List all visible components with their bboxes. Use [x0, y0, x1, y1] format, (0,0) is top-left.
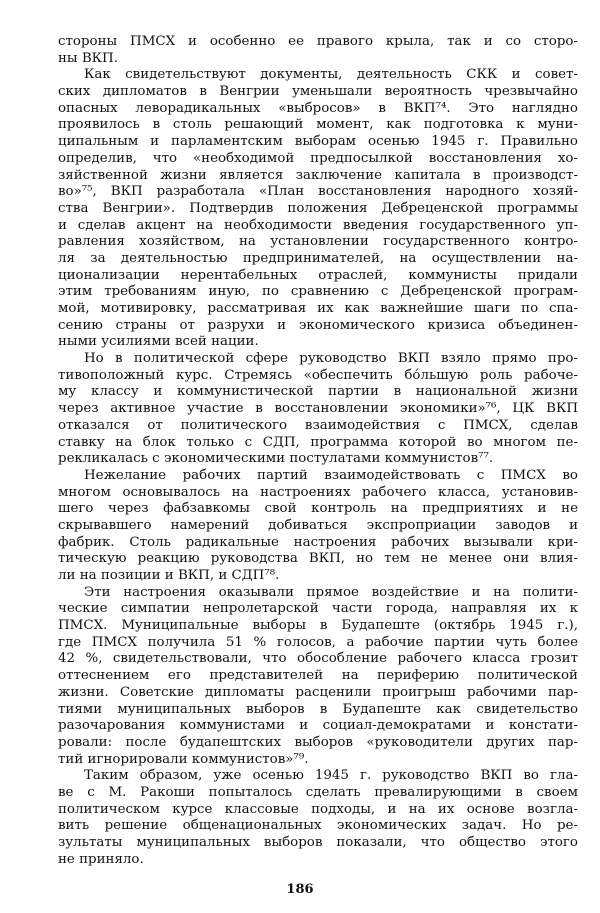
- text-line: шего через фабзавкомы свой контроль на предприятиях и не: [58, 501, 578, 517]
- text-line: стороны ПМСХ и особенно ее правого крыла, так и со сторо-: [58, 34, 578, 49]
- text-line: ставку на блок только с СДП, программа которой во многом пе-: [58, 434, 578, 450]
- text-line: ли на позиции и ВКП, и СДП⁷⁸.: [58, 568, 280, 583]
- text-line: через активное участие в восстановлении экономики»⁷⁶, ЦК ВКП: [58, 401, 578, 417]
- text-line: Как свидетельствуют документы, деятельность СКК и совет-: [84, 67, 578, 83]
- text-line: Таким образом, уже осенью 1945 г. руководство ВКП во гла-: [84, 768, 578, 784]
- text-line: оттеснением его представителей на периферию политической: [58, 668, 578, 684]
- text-line: равления хозяйством, на установлении государственного контро-: [58, 234, 578, 250]
- text-line: тическую реакцию руководства ВКП, но тем не менее они влия-: [58, 551, 578, 567]
- text-line: ских дипломатов в Венгрии уменьшали вероятность чрезвычайно: [58, 84, 578, 100]
- text-line: Нежелание рабочих партий взаимодействовать с ПМСХ во: [84, 467, 578, 483]
- text-line: Эти настроения оказывали прямое воздействие и на полити-: [84, 584, 578, 600]
- text-line: зультаты муниципальных выборов показали, что общество этого: [58, 835, 578, 850]
- page-number: 186: [286, 882, 314, 897]
- text-line: отказался от политического взаимодействия с ПМСХ, сделав: [58, 417, 578, 433]
- text-line: проявилось в столь решающий момент, как подготовка к муни-: [58, 117, 578, 133]
- text-line: тивоположный курс. Стремясь «обеспечить бо́льшую роль рабоче-: [58, 367, 578, 383]
- text-line: тий игнорировали коммунистов»⁷⁹.: [58, 751, 309, 767]
- page-body-text: [58, 34, 578, 868]
- text-line: зяйственной жизни является заключение капитала в производст-: [58, 167, 578, 183]
- text-line: ными усилиями всей нации.: [58, 334, 259, 350]
- text-line: разочарования коммунистами и социал-демократами и констати-: [58, 718, 578, 734]
- text-line: сению страны от разрухи и экономического кризиса объединен-: [58, 317, 578, 333]
- text-line: жизни. Советские дипломаты расценили проигрыш рабочими пар-: [58, 684, 578, 700]
- text-line: вить решение общенациональных экономических задач. Но ре-: [58, 818, 578, 834]
- text-line: 42 %, свидетельствовали, что обособление рабочего класса грозит: [58, 651, 578, 667]
- text-line: ПМСХ. Муниципальные выборы в Будапеште (октябрь 1945 г.),: [58, 618, 578, 634]
- text-line: где ПМСХ получила 51 % голосов, а рабочие партии чуть более: [58, 634, 578, 650]
- text-line: ровали: после будапештских выборов «руководители других пар-: [58, 734, 578, 750]
- text-line: во»⁷⁵, ВКП разработала «План восстановления народного хозяй-: [58, 184, 578, 200]
- text-line: опасных леворадикальных «выбросов» в ВКП⁷⁴. Это наглядно: [58, 100, 578, 116]
- text-line: этим требованиям иную, по сравнению с Дебреценской програм-: [58, 284, 578, 300]
- text-line: мой, мотивировку, рассматривая их как важнейшие шаги по спа-: [58, 301, 578, 316]
- text-line: определив, что «необходимой предпосылкой восстановления хо-: [58, 150, 578, 166]
- text-line: ципальным и парламентским выборам осенью 1945 г. Правильно: [58, 134, 578, 150]
- text-line: му классу и коммунистической партии в национальной жизни: [58, 384, 578, 400]
- text-line: ве с М. Ракоши попыталось сделать превалирующими в своем: [58, 784, 578, 800]
- text-line: фабрик. Столь радикальные настроения рабочих вызывали кри-: [58, 534, 578, 550]
- text-line: ционализации нерентабельных отраслей, коммунисты придали: [58, 267, 578, 283]
- text-line: ны ВКП.: [58, 50, 118, 66]
- text-line: скрывавшего намерений добиваться экспроприации заводов и: [58, 517, 578, 533]
- text-line: ля за деятельностью предпринимателей, на осуществлении на-: [58, 250, 578, 266]
- text-line: ческие симпатии непролетарской части города, направляя их к: [58, 601, 578, 617]
- text-line: политическом курсе классовые подходы, и на их основе возгла-: [58, 801, 578, 817]
- text-line: тиями муниципальных выборов в Будапеште как свидетельство: [58, 701, 578, 717]
- text-line: многом основывалось на настроениях рабочего класса, установив-: [58, 484, 578, 500]
- text-line: не приняло.: [58, 851, 144, 867]
- text-line: Но в политической сфере руководство ВКП взяло прямо про-: [84, 351, 578, 367]
- text-line: ства Венгрии». Подтвердив положения Дебреценской программы: [58, 200, 578, 216]
- text-line: рекликалась с экономическими постулатами коммунистов⁷⁷.: [58, 451, 494, 467]
- text-line: и сделав акцент на необходимости введения государственного уп-: [58, 217, 578, 233]
